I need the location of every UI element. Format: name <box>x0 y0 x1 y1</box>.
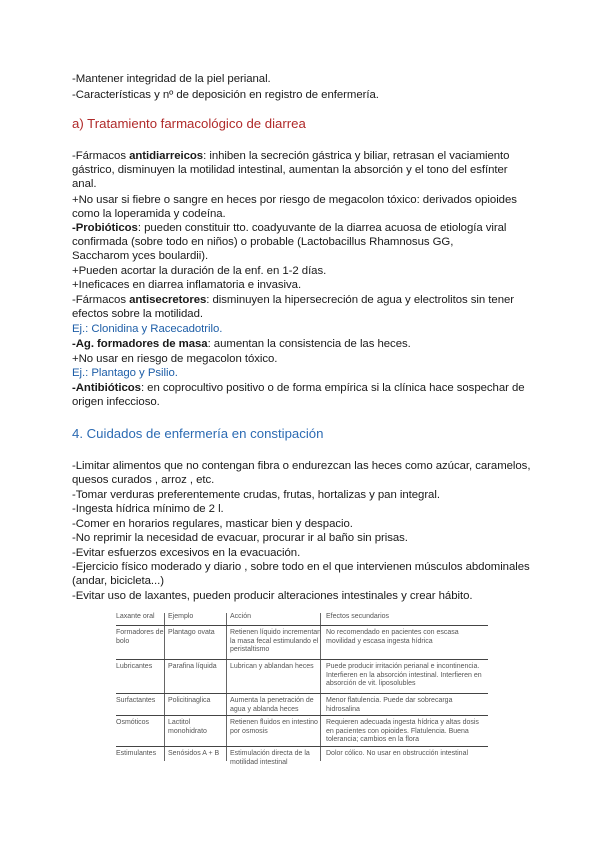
list-item: quesos curados , arroz , etc. <box>72 474 215 486</box>
list-item: -Evitar uso de laxantes, pueden producir alteraciones intestinales y crear hábito. <box>72 590 473 602</box>
table-cell: Formadores de bolo <box>116 629 164 645</box>
table-cell: Lubrican y ablandan heces <box>230 663 314 670</box>
table-cell: No recomendado en pacientes con escasa movilidad y escasa ingesta hídrica <box>326 629 459 645</box>
text-line: +Pueden acortar la duración de la enf. en 1-2 días. <box>72 265 327 277</box>
table-cell: Senósidos A + B <box>168 750 220 757</box>
table-header-cell: Ejemplo <box>168 613 194 620</box>
table-cell: Menor flatulencia. Puede dar sobrecarga hidrosalina <box>326 697 453 713</box>
list-item: (andar, bicicleta...) <box>72 575 165 587</box>
text-line: +No usar en riesgo de megacolon tóxico. <box>72 353 278 365</box>
text-line: -Antibióticos: en coprocultivo positivo o de forma empírica si la clínica hace sospechar de <box>72 382 525 394</box>
table-cell: Requieren adecuada ingesta hídrica y altas dosis en pacientes con opioides. Flatulencia. Buena tolerancia; cambios en la flora <box>326 719 479 744</box>
table-cell: Dolor cólico. No usar en obstrucción intestinal <box>326 750 469 757</box>
table-cell: Parafina líquida <box>168 663 217 670</box>
table-cell: Estimulantes <box>116 750 157 757</box>
text-line: Saccharom yces boulardii). <box>72 250 209 262</box>
table-rule <box>116 659 488 660</box>
table-header-cell: Acción <box>230 613 252 620</box>
list-item: -Ejercicio físico moderado y diario , sobre todo en el que intervienen músculos abdominales <box>72 561 530 573</box>
table-cell: Retienen líquido incrementan la masa fecal estimulando el peristaltismo <box>230 629 322 654</box>
text-line: como la loperamida y codeína. <box>72 208 226 220</box>
text-line: -Probióticos: pueden constituir tto. coadyuvante de la diarrea acuosa de etiología viral <box>72 222 507 234</box>
example-line: Ej.: Plantago y Psilio. <box>72 367 178 379</box>
text-line: origen infeccioso. <box>72 396 160 408</box>
list-item: -Comer en horarios regulares, masticar bien y despacio. <box>72 518 353 530</box>
text-line: -Características y nº de deposición en registro de enfermería. <box>72 89 379 101</box>
text-line: +No usar si fiebre o sangre en heces por riesgo de megacolon tóxico: derivados opioides <box>72 194 517 206</box>
list-item: -Tomar verduras preferentemente crudas, frutas, hortalizas y pan integral. <box>72 489 440 501</box>
table-header-cell: Efectos secundarios <box>326 613 390 620</box>
table-cell: Lubricantes <box>116 663 153 670</box>
table-rule <box>116 625 488 626</box>
list-item: -Limitar alimentos que no contengan fibra o endurezcan las heces como azúcar, caramelos, <box>72 460 531 472</box>
table-cell: Policitinaglica <box>168 697 211 704</box>
table-cell: Osmóticos <box>116 719 150 726</box>
text-line: -Fármacos antidiarreicos: inhiben la secreción gástrica y biliar, retrasan el vaciamiento <box>72 150 510 162</box>
example-line: Ej.: Clonidina y Racecadotrilo. <box>72 323 223 335</box>
table-cell: Lactitol monohidrato <box>168 719 207 735</box>
list-item: -Ingesta hídrica mínimo de 2 l. <box>72 503 224 515</box>
list-item: -No reprimir la necesidad de evacuar, procurar ir al baño sin prisas. <box>72 532 408 544</box>
text-line: confirmada (sobre todo en niños) o probable (Lactobacillus Rhamnosus GG, <box>72 236 454 248</box>
table-cell: Puede producir irritación perianal e incontinencia. Interfieren en la absorción intestinal. Interfieren en absorción de vit. liposolubles <box>326 663 482 688</box>
text-line: efectos sobre la motilidad. <box>72 308 203 320</box>
text-line: -Ag. formadores de masa: aumentan la consistencia de las heces. <box>72 338 411 350</box>
table-header-cell: Laxante oral <box>116 613 155 620</box>
table-cell: Aumenta la penetración de agua y ablanda heces <box>230 697 314 713</box>
table-rule <box>116 693 488 694</box>
table-rule <box>116 746 488 747</box>
table-rule <box>116 715 488 716</box>
table-cell: Estimulación directa de la motilidad intestinal <box>230 750 310 766</box>
section-heading: 4. Cuidados de enfermería en constipación <box>72 426 324 441</box>
text-line: -Mantener integridad de la piel perianal. <box>72 73 271 85</box>
section-heading: a) Tratamiento farmacológico de diarrea <box>72 116 306 131</box>
table-cell: Surfactantes <box>116 697 156 704</box>
text-line: anal. <box>72 178 97 190</box>
table-cell: Plantago ovata <box>168 629 215 636</box>
list-item: -Evitar esfuerzos excesivos en la evacuación. <box>72 547 301 559</box>
text-line: gástrico, disminuyen la motilidad intestinal, aumentan la absorción y el tono del esfínter <box>72 164 508 176</box>
table-cell: Retienen fluidos en intestino por osmosis <box>230 719 318 735</box>
text-line: -Fármacos antisecretores: disminuyen la hipersecreción de agua y electrolitos sin tener <box>72 294 515 306</box>
text-line: +Ineficaces en diarrea inflamatoria e invasiva. <box>72 279 302 291</box>
